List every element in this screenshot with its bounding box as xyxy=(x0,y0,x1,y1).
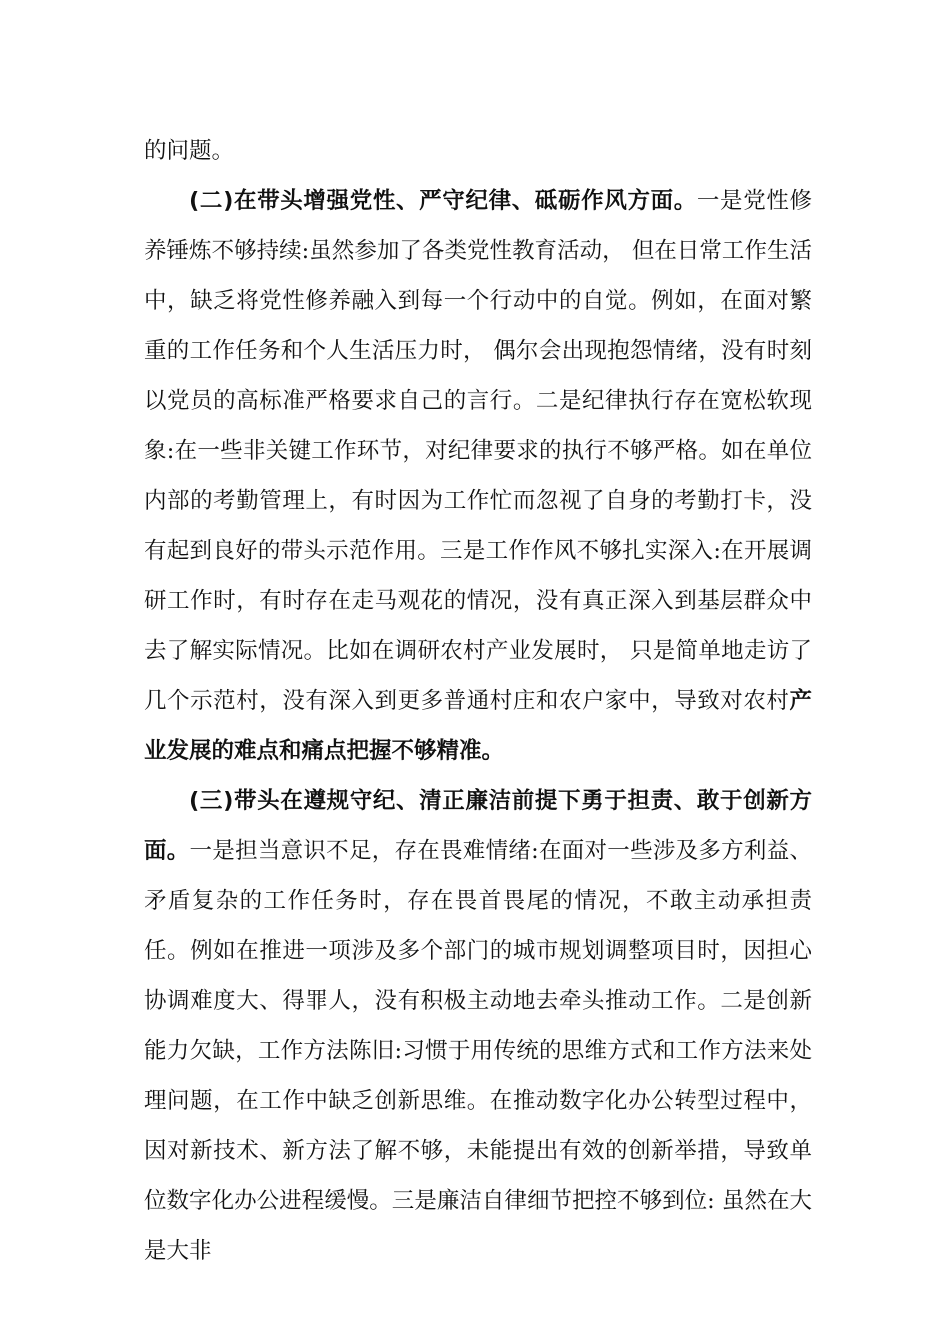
section-heading: (三)带头在遵规守纪、清正廉洁前提下勇于担责、敢于创新方面。 xyxy=(144,788,812,864)
document-page xyxy=(144,126,812,1276)
paragraph-section-two xyxy=(144,176,812,776)
paragraph-text: 一是党性修养锤炼不够持续:虽然参加了各类党性教育活动， 但在日常工作生活中，缺乏将党性修养融入到每一个行动中的自觉。例如，在面对繁重的工作任务和个人生活压力时， 偶尔会出现抱怨情绪，没有时刻以党员的高标准严格要求自己的言行。二是纪律执行存在宽松软现象:在一些非关键工作环节，对纪律要求的执行不够严格。如在单位内部的考勤管理上，有时因为工作忙而忽视了自身的考勤打卡，没有起到良好的带头示范作用。三是工作作风不够扎实深入:在开展调研工作时，有时存在走马观花的情况，没有真正深入到基层群众中去了解实际情况。比如在调研农村产业发展时， 只是简单地走访了几个示范村，没有深入到更多普通村庄和农户家中，导致对农村 xyxy=(144,188,812,714)
paragraph-text: 一是担当意识不足，存在畏难情绪:在面对一些涉及多方利益、矛盾复杂的工作任务时，存在畏首畏尾的情况，不敢主动承担责任。例如在推进一项涉及多个部门的城市规划调整项目时，因担心协调难度大、得罪人，没有积极主动地去牵头推动工作。二是创新能力欠缺，工作方法陈旧:习惯于用传统的思维方式和工作方法来处理问题，在工作中缺乏创新思维。在推动数字化办公转型过程中，因对新技术、新方法了解不够，未能提出有效的创新举措，导致单位数字化办公进程缓慢。三是廉洁自律细节把控不够到位: 虽然在大是大非 xyxy=(144,838,812,1264)
paragraph-text: 的问题。 xyxy=(144,138,235,164)
paragraph-section-three xyxy=(144,776,812,1276)
section-heading: (二)在带头增强党性、严守纪律、砥砺作风方面。 xyxy=(189,188,697,214)
paragraph-continuation xyxy=(144,126,812,176)
bold-emphasis: 产业发展的难点和痛点把握不够精准。 xyxy=(144,688,812,764)
